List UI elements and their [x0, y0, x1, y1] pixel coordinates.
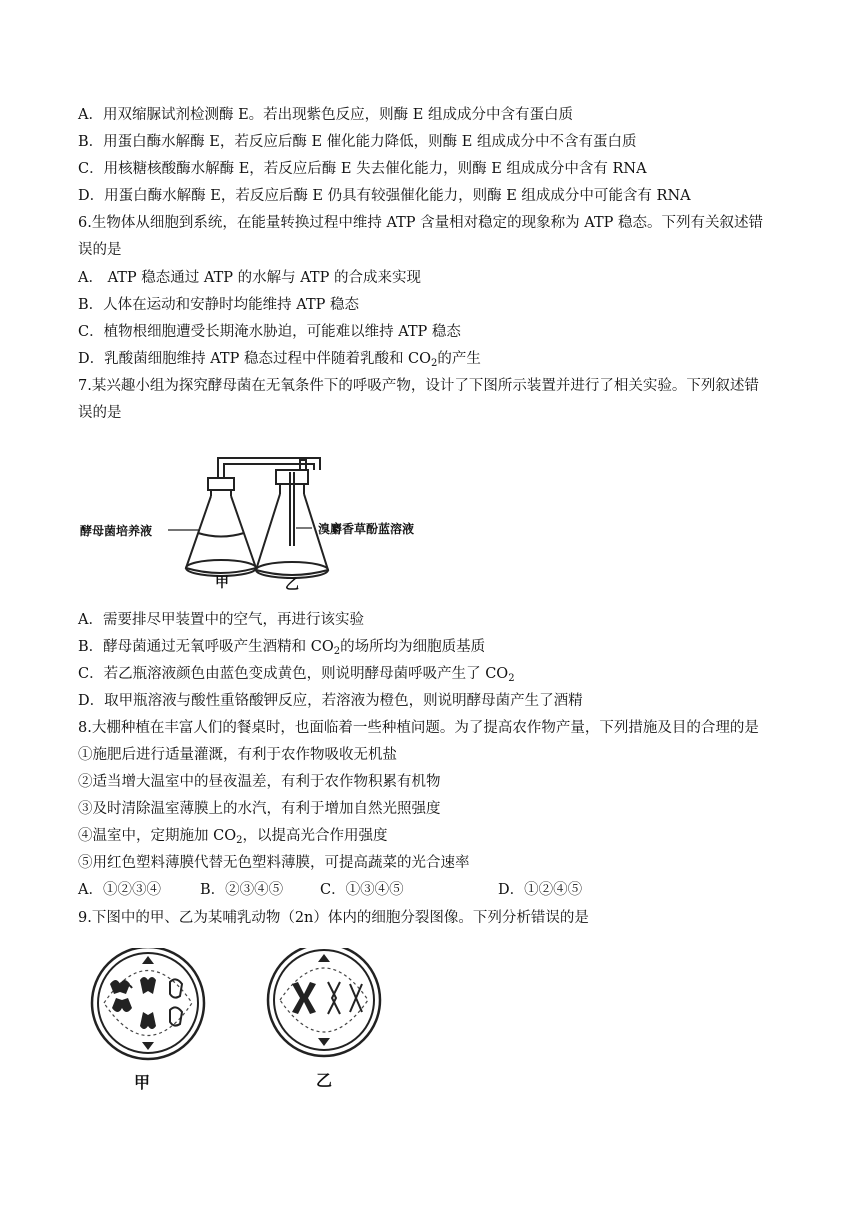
q7-stem-line1: 7.某兴趣小组为探究酵母菌在无氧条件下的呼吸产物，设计了下图所示装置并进行了相关实验。下列叙述错 [78, 378, 759, 394]
q6-option-a: A． ATP 稳态通过 ATP 的水解与 ATP 的合成来实现 [78, 270, 421, 286]
q6-stem-line1: 6.生物体从细胞到系统，在能量转换过程中维持 ATP 含量相对稳定的现象称为 ATP 稳态。下列有关叙述错 [78, 215, 763, 231]
q5-option-c: C．用核糖核酸酶水解酶 E，若反应后酶 E 失去催化能力，则酶 E 组成成分中含有 RNA [78, 161, 647, 177]
q5-option-d: D．用蛋白酶水解酶 E，若反应后酶 E 仍具有较强催化能力，则酶 E 组成成分中可能含有 RNA [78, 188, 691, 204]
q7-option-b [78, 637, 790, 657]
q8-item-1: ①施肥后进行适量灌溉，有利于农作物吸收无机盐 [78, 747, 397, 763]
q7-option-a: A．需要排尽甲装置中的空气，再进行该实验 [78, 612, 364, 628]
cell-division-drawing [84, 948, 404, 1108]
q6-stem-line2: 误的是 [78, 242, 122, 258]
q8-option-c: C．①③④⑤ [320, 882, 404, 898]
right-flask-label: 溴麝香草酚蓝溶液 [318, 522, 415, 536]
q8-options [78, 880, 790, 900]
cell-b-label: 乙 [316, 1071, 333, 1090]
q5-option-a: A．用双缩脲试剂检测酶 E。若出现紫色反应，则酶 E 组成成分中含有蛋白质 [78, 107, 573, 123]
q9-stem: 9.下图中的甲、乙为某哺乳动物（2n）体内的细胞分裂图像。下列分析错误的是 [78, 910, 589, 926]
subscript: 2 [333, 646, 341, 657]
q8-option-a: A．①②③④ [78, 882, 161, 898]
q8-item-3: ③及时清除温室薄膜上的水汽，有利于增加自然光照强度 [78, 801, 441, 817]
q7-option-c-text: C．若乙瓶溶液颜色由蓝色变成黄色，则说明酵母菌呼吸产生了 CO [78, 666, 509, 682]
yeast-apparatus-figure [80, 448, 460, 598]
q8-option-d: D．①②④⑤ [498, 882, 583, 898]
q7-option-d: D．取甲瓶溶液与酸性重铬酸钾反应，若溶液为橙色，则说明酵母菌产生了酒精 [78, 693, 583, 709]
q8-item-4-tail: ，以提高光合作用强度 [242, 828, 388, 844]
q6-option-d [78, 349, 790, 369]
subscript: 2 [508, 673, 515, 684]
q8-option-b: B．②③④⑤ [200, 882, 284, 898]
q6-option-d-tail: 的产生 [437, 351, 481, 367]
q7-stem-line2: 误的是 [78, 405, 122, 421]
subscript: 2 [236, 835, 243, 846]
cell-division-figure [84, 948, 404, 1108]
q5-option-b: B．用蛋白酶水解酶 E，若反应后酶 E 催化能力降低，则酶 E 组成成分中不含有蛋白质 [78, 134, 637, 150]
q8-item-2: ②适当增大温室中的昼夜温差，有利于农作物积累有机物 [78, 774, 441, 790]
subscript: 2 [431, 358, 438, 369]
flask-b-label: 乙 [285, 577, 299, 593]
q8-item-5: ⑤用红色塑料薄膜代替无色塑料薄膜，可提高蔬菜的光合速率 [78, 855, 470, 871]
q8-item-4-text: ④温室中，定期施加 CO [78, 828, 237, 844]
q6-option-d-text: D．乳酸菌细胞维持 ATP 稳态过程中伴随着乳酸和 CO [78, 351, 432, 367]
flask-a-label: 甲 [215, 575, 229, 591]
q6-option-b: B．人体在运动和安静时均能维持 ATP 稳态 [78, 297, 359, 313]
q8-item-4 [78, 826, 790, 846]
left-flask-label: 酵母菌培养液 [80, 524, 153, 538]
q8-stem: 8.大棚种植在丰富人们的餐桌时，也面临着一些种植问题。为了提高农作物产量，下列措施及目的合理的是 [78, 720, 759, 736]
cell-a-label: 甲 [134, 1073, 151, 1092]
q7-option-b-tail: 的场所均为细胞质基质 [340, 639, 486, 655]
q6-option-c: C．植物根细胞遭受长期淹水胁迫，可能难以维持 ATP 稳态 [78, 324, 461, 340]
q7-option-b-text: B．酵母菌通过无氧呼吸产生酒精和 CO [78, 639, 334, 655]
q7-option-c [78, 664, 790, 684]
